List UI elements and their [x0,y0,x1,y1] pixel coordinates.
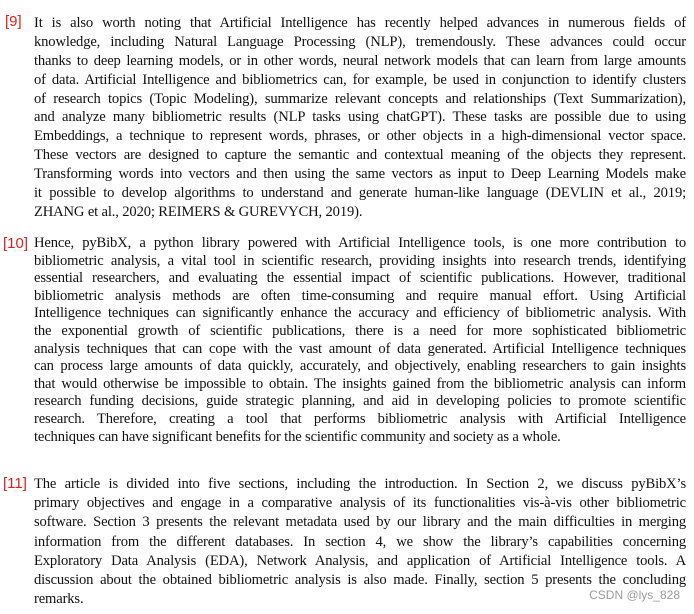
text-line: and analyze many bibliometric results (NLP tasks using chatGPT). These tasks are possible due to using [34,109,686,126]
text-line: knowledge, including Natural Language Processing (NLP), tremendously. These advances could occur [34,33,686,50]
text-line: primary objectives and engage in a comparative analysis of its functionalities vis-à-vis other bibliometric [34,495,686,512]
text-line: information from the different databases. In section 4, we show the library’s capabilities concerning [34,533,686,550]
text-line: can process large amounts of data quickly, accurately, and objectively, enabling researchers to gain insights [34,358,686,375]
paragraph-marker-11: [11] [3,475,27,492]
text-line: ZHANG et al., 2020; REIMERS & GUREVYCH, 2019). [34,203,363,220]
text-line: thanks to deep learning models, or in other words, neural network models that can learn from large amounts [34,52,686,69]
watermark: CSDN @lys_828 [589,588,680,602]
paragraph-10 [34,235,686,446]
text-line: The article is divided into five sections, including the introduction. In Section 2, we discuss pyBibX’s [34,476,686,492]
text-line: research funding decisions, guide strategic planning, and aid in developing policies to promote scientific [34,393,686,410]
text-line: Transforming words into vectors and then using the same vectors as input to Deep Learning Models make [34,166,686,183]
text-line: analysis techniques that can cope with the vast amount of data generated. Artificial Intelligence techniques [34,340,686,357]
text-line: that would otherwise be impossible to obtain. The insights gained from the bibliometric analysis can inform [34,375,686,392]
text-line: the exponential growth of scientific publications, there is a need for more sophisticated bibliometric [34,322,686,339]
paragraph-9 [34,14,686,222]
text-line: essential researchers, and evaluating the essential impact of scientific publications. However, traditional [34,270,686,287]
text-line: of research topics (Topic Modeling), summarize relevant concepts and relationships (Text Summarization), [34,90,686,107]
text-line: remarks. [34,591,84,608]
text-line: it possible to develop algorithms to understand and generate human-like language (DEVLIN et al., 2019; [34,185,686,202]
text-line: Intelligence techniques can significantly enhance the accuracy and efficiency of bibliometric analysis. With [34,305,686,322]
text-line: Embeddings, a technique to represent words, phrases, or other objects in a high-dimensional vector space. [34,128,686,145]
text-line: bibliometric analysis methods are often time-consuming and require manual effort. Using Artificial [34,287,686,304]
text-line: These vectors are designed to capture the semantic and contextual meaning of the objects they represent. [34,147,686,164]
text-line: bibliometric analysis, a vital tool in scientific research, providing insights into research trends, identifying [34,252,686,269]
text-line: techniques can have significant benefits for the scientific community and society as a whole. [34,428,561,445]
text-line: software. Section 3 presents the relevant metadata used by our library and the main difficulties in merging [34,514,686,531]
text-line: It is also worth noting that Artificial Intelligence has recently helped advances in numerous fields of [34,15,686,31]
text-line: research. Therefore, creating a tool that performs bibliometric analysis with Artificial Intelligence [34,410,686,427]
text-line: of data. Artificial Intelligence and bibliometrics can, for example, be used in conjunction to identify clusters [34,71,686,88]
paragraph-marker-9: [9] [5,13,22,30]
text-line: discussion about the obtained bibliometric analysis is also made. Finally, section 5 presents the concluding [34,571,686,588]
paragraph-marker-10: [10] [3,235,29,252]
text-line: Exploratory Data Analysis (EDA), Network Analysis, and application of Artificial Intelligence tools. A [34,552,686,569]
text-line: Hence, pyBibX, a python library powered with Artificial Intelligence tools, is one more contribution to [34,235,686,251]
